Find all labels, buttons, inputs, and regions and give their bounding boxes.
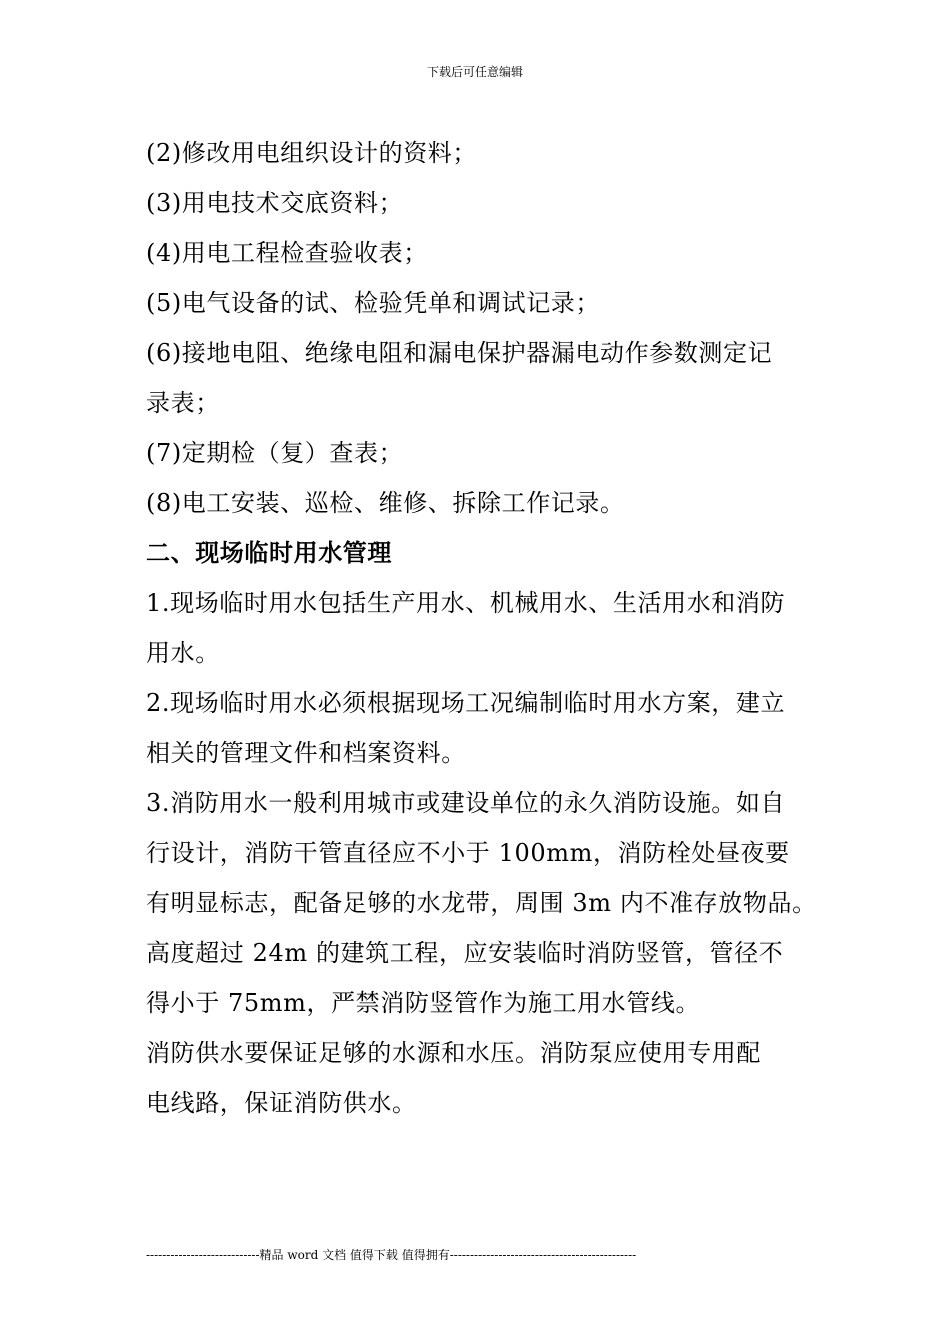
paragraph-3-line-1: 3.消防用水一般利用城市或建设单位的永久消防设施。如自 [146,789,786,817]
paragraph-1-line-1: 1.现场临时用水包括生产用水、机械用水、生活用水和消防 [146,589,786,617]
document-body [146,128,818,1128]
page-footer: ----------------------------精品 word 文档 值得下载 值得拥有---------------------------------------------- [146,1248,637,1262]
list-item-6-cont: 录表； [146,389,220,417]
list-item-2: (2)修改用电组织设计的资料； [146,139,477,167]
page-header: 下载后可任意编辑 [426,65,523,79]
paragraph-1-line-2: 用水。 [146,639,220,667]
list-item-5: (5)电气设备的试、检验凭单和调试记录； [146,289,600,317]
paragraph-3-line-5: 得小于 75mm，严禁消防竖管作为施工用水管线。 [146,989,701,1017]
list-item-8: (8)电工安装、巡检、维修、拆除工作记录。 [146,489,625,517]
list-item-7: (7)定期检（复）查表； [146,439,404,467]
paragraph-3-line-2: 行设计，消防干管直径应不小于 100mm，消防栓处昼夜要 [146,839,790,867]
paragraph-2-line-1: 2.现场临时用水必须根据现场工况编制临时用水方案，建立 [146,689,786,717]
paragraph-4-line-2: 电线路，保证消防供水。 [146,1089,417,1117]
paragraph-3-line-4: 高度超过 24m 的建筑工程，应安装临时消防竖管，管径不 [146,939,784,967]
list-item-6: (6)接地电阻、绝缘电阻和漏电保护器漏电动作参数测定记 [146,339,773,367]
list-item-4: (4)用电工程检查验收表； [146,239,428,267]
paragraph-2-line-2: 相关的管理文件和档案资料。 [146,739,466,767]
list-item-3: (3)用电技术交底资料； [146,189,404,217]
paragraph-4-line-1: 消防供水要保证足够的水源和水压。消防泵应使用专用配 [146,1039,761,1067]
section-heading: 二、现场临时用水管理 [146,538,392,567]
paragraph-3-line-3: 有明显标志，配备足够的水龙带，周围 3m 内不准存放物品。 [146,889,817,917]
